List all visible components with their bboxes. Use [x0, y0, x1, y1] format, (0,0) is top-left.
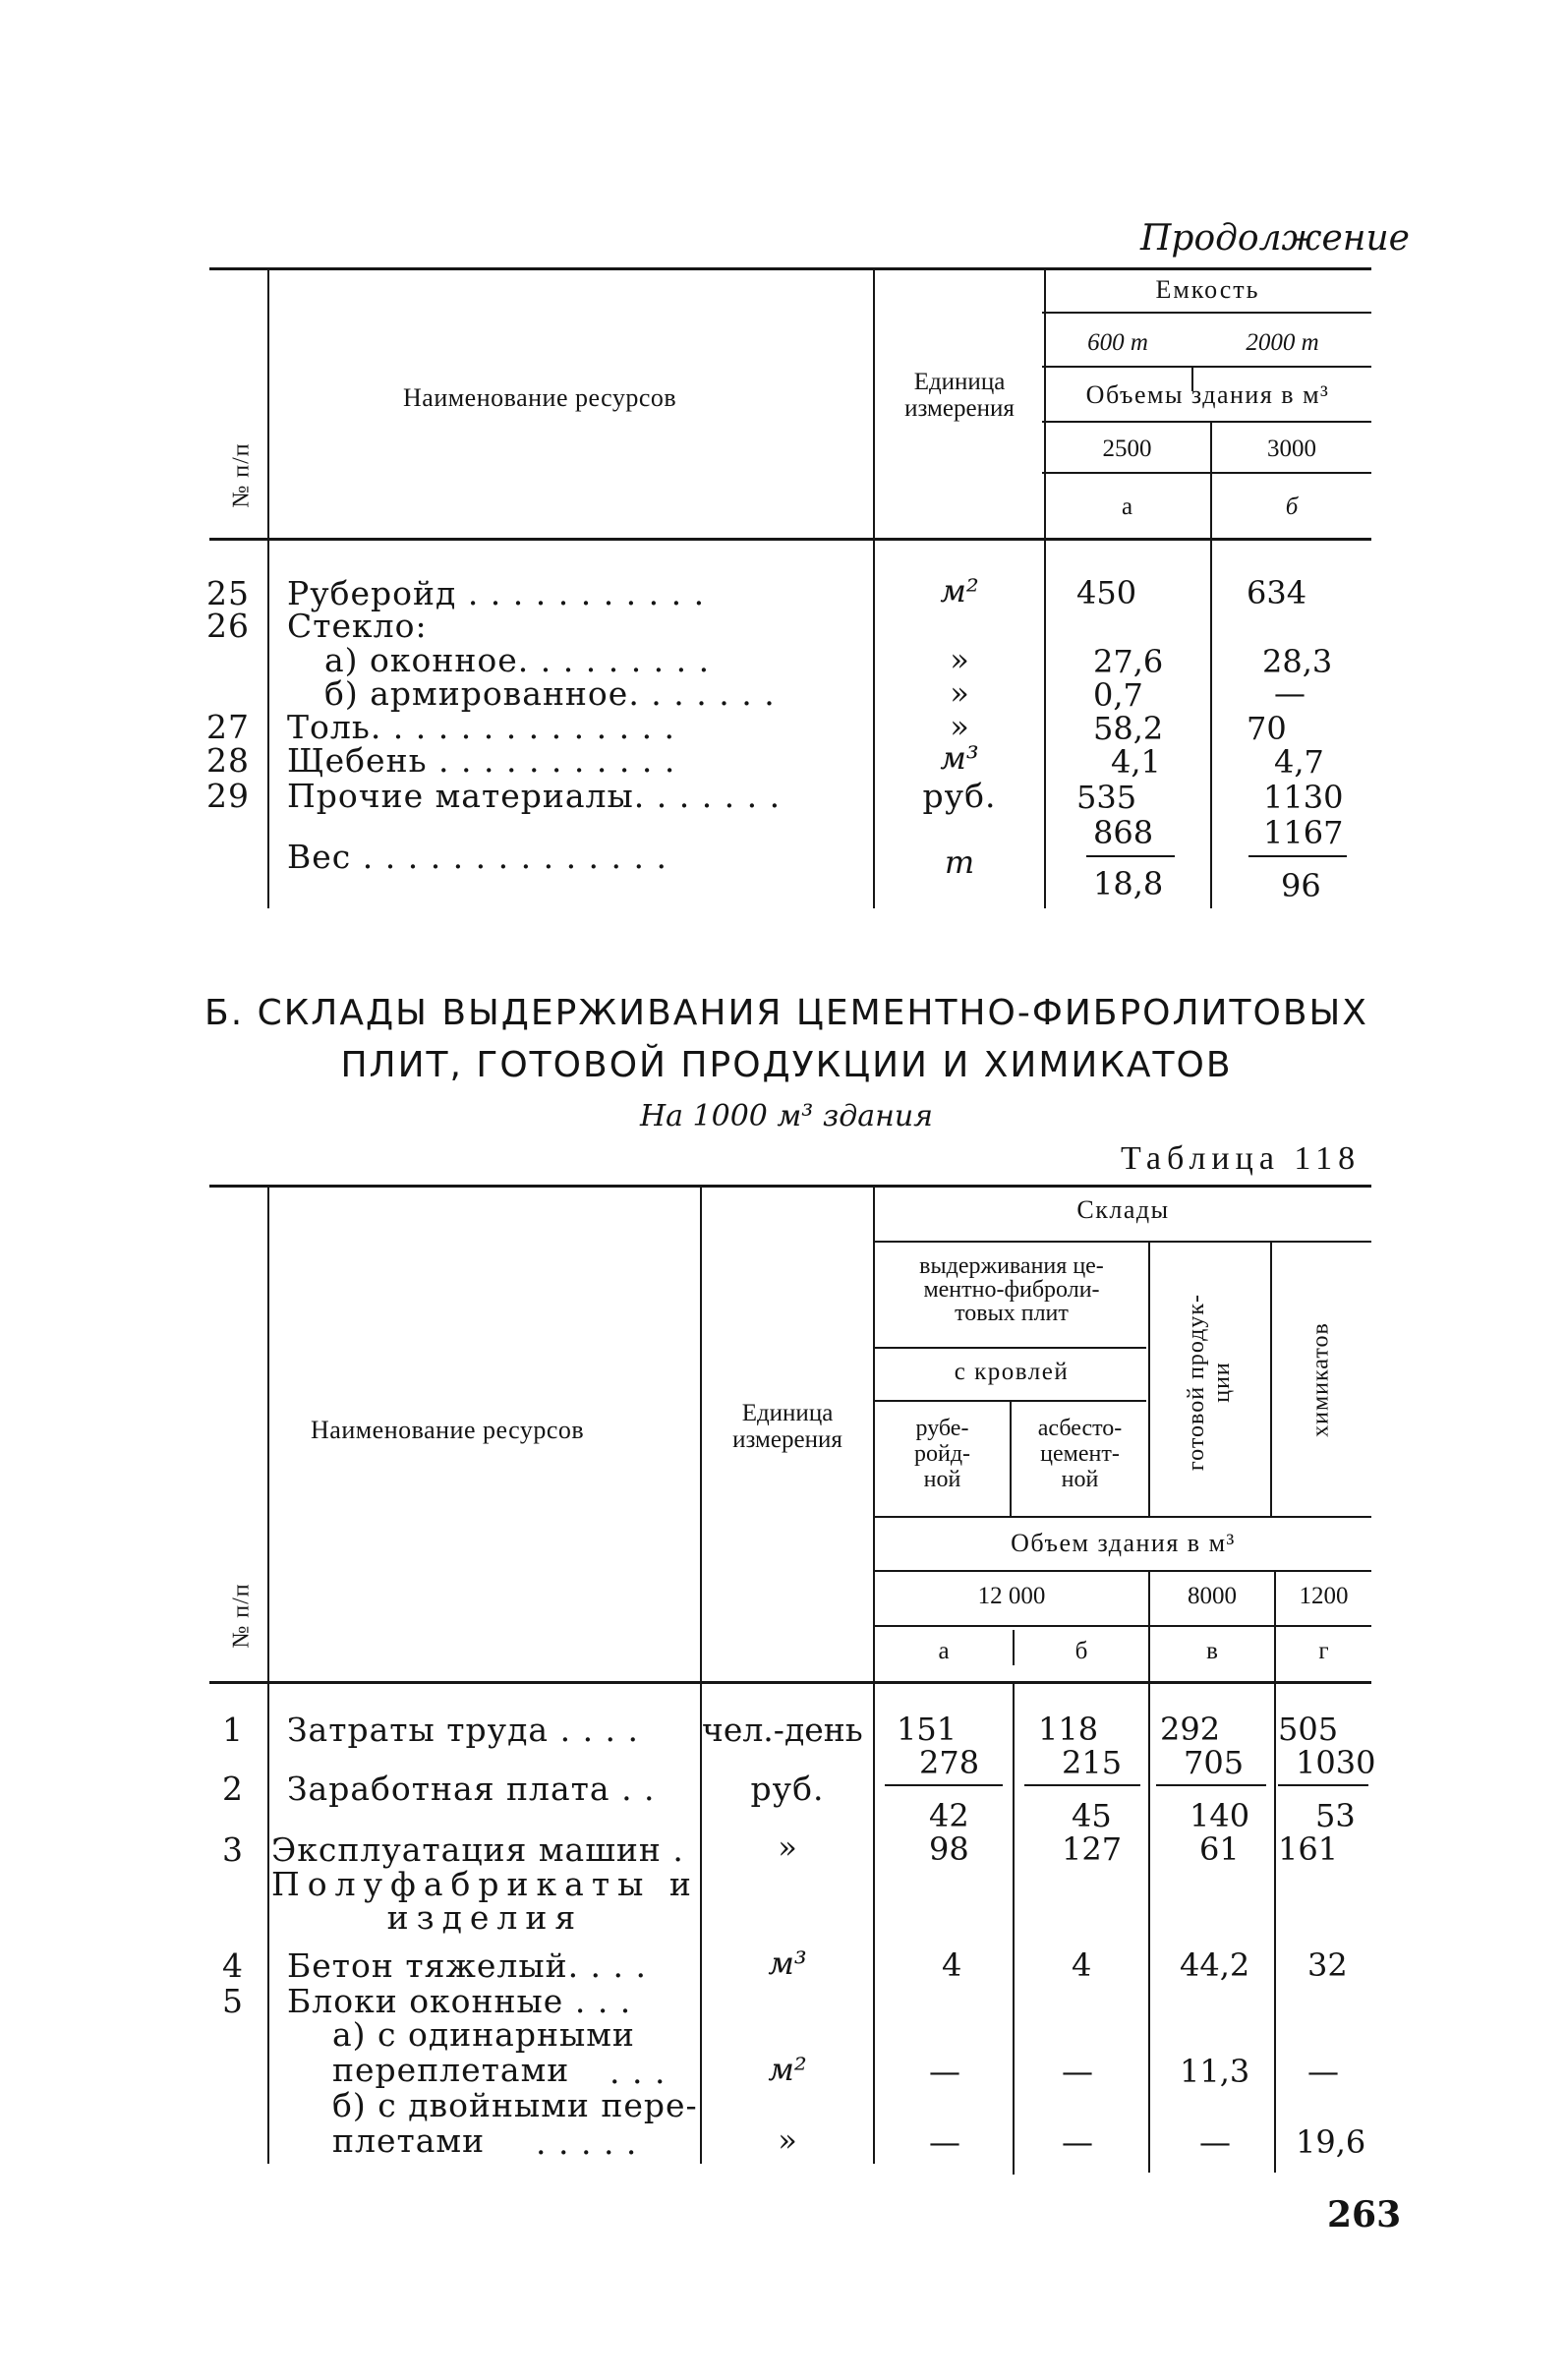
col-c-label: в: [1206, 1638, 1218, 1664]
ruberoid-header: рубе- ройд- ной: [913, 1416, 971, 1492]
warehouses-header: Склады: [1076, 1195, 1170, 1224]
unit-header: Единица измерения: [732, 1400, 842, 1453]
col-d-label: г: [1318, 1638, 1329, 1664]
finished-header: готовой продук- ции: [1184, 1293, 1235, 1472]
volume-3000: 3000: [1267, 435, 1316, 462]
col-b-label: б: [1285, 493, 1299, 520]
continuation-label: Продолжение: [1140, 218, 1410, 259]
chemicals-header: химикатов: [1307, 1322, 1334, 1437]
roof-header: с кровлей: [954, 1359, 1070, 1385]
name-header: Наименование ресурсов: [311, 1416, 585, 1444]
section-subtitle: На 1000 м³ здания: [639, 1099, 934, 1133]
table-label: Таблица 118: [1121, 1140, 1362, 1177]
volume-1200: 1200: [1299, 1583, 1349, 1609]
volume-2500: 2500: [1102, 435, 1152, 462]
capacity-2000: 2000 т: [1246, 329, 1319, 356]
volume-8000: 8000: [1188, 1583, 1237, 1609]
section-title-line1: Б. СКЛАДЫ ВЫДЕРЖИВАНИЯ ЦЕМЕНТНО-ФИБРОЛИТОВЫХ: [204, 993, 1368, 1033]
capacity-600: 600 т: [1087, 329, 1148, 356]
capacity-header: Емкость: [1155, 275, 1260, 304]
col-a-label: а: [938, 1638, 950, 1664]
col-b-label: б: [1074, 1638, 1088, 1664]
cement-header: выдерживания це- ментно-фиброли- товых плит: [919, 1253, 1104, 1326]
volume-header: Объем здания в м³: [1011, 1529, 1236, 1557]
volume-12000: 12 000: [977, 1583, 1046, 1609]
name-header: Наименование ресурсов: [403, 383, 677, 412]
unit-header: Единица измерения: [904, 369, 1015, 422]
num-header: № п/п: [228, 1583, 255, 1649]
page-number: 263: [1327, 2194, 1402, 2235]
num-header: № п/п: [228, 442, 255, 508]
col-a-label: а: [1121, 493, 1133, 520]
asbestos-header: асбесто- цемент- ной: [1037, 1416, 1123, 1492]
volumes-header: Объемы здания в м³: [1085, 380, 1330, 409]
section-title-line2: ПЛИТ, ГОТОВОЙ ПРОДУКЦИИ И ХИМИКАТОВ: [340, 1045, 1233, 1085]
